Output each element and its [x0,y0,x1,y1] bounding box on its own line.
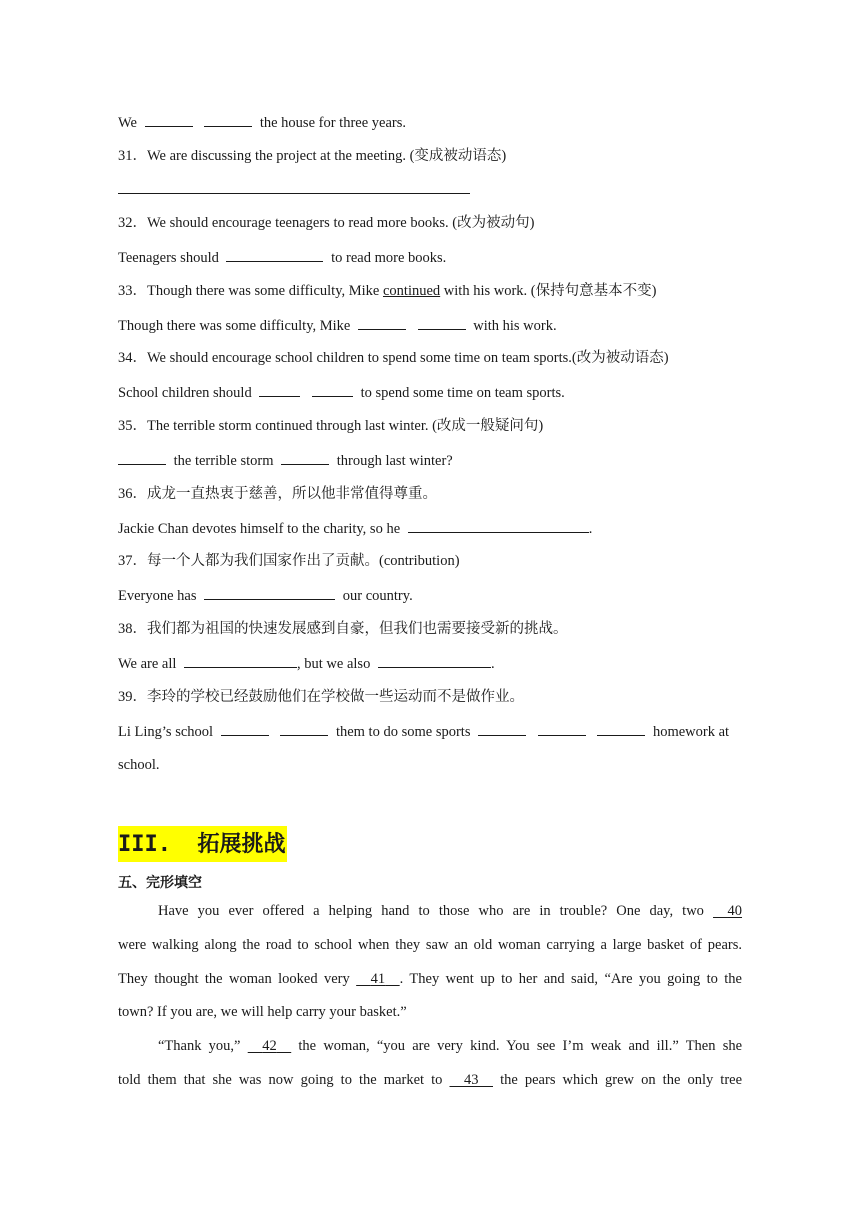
answer-blank[interactable] [378,653,491,668]
answer-blank[interactable] [226,247,323,262]
answer-text: Li Ling’s school [118,724,214,740]
passage-line [158,1036,742,1056]
answer-text: to spend some time on team sports. [360,385,565,401]
passage-text: Have you ever offered a helping hand to those who are in trouble? One day, two [158,903,704,919]
question-36: 36．成龙一直热衷于慈善，所以他非常值得尊重。 [118,486,437,502]
answer-text: the terrible storm [173,453,274,469]
answer-text: with his work. [473,318,557,334]
passage-line [158,901,742,921]
answer-text: Though there was some difficulty, Mike [118,318,351,334]
passage-text: told them that she was now going to the market to [118,1072,443,1088]
passage-line [118,1070,742,1090]
answer-line-34 [118,382,565,403]
answer-blank[interactable] [281,450,329,465]
passage-line: were walking along the road to school when they saw an old woman carrying a large basket of pears. [118,937,742,953]
question-38: 38．我们都为祖国的快速发展感到自豪，但我们也需要接受新的挑战。 [118,621,568,637]
answer-text: . [490,656,495,672]
answer-blank[interactable] [418,315,466,330]
question-text: 33．Though there was some difficulty, Mike [118,283,383,299]
cloze-number: 42 [262,1038,277,1054]
answer-blank[interactable] [358,315,406,330]
question-37: 37．每一个人都为我们国家作出了贡献。(contribution) [118,553,460,569]
question-31: 31．We are discussing the project at the meeting. (变成被动语态) [118,148,507,164]
answer-blank[interactable] [312,382,353,397]
answer-blank[interactable] [204,585,335,600]
answer-text: to read more books. [331,250,447,266]
question-32: 32．We should encourage teenagers to read more books. (改为被动句) [118,215,535,231]
answer-line-32 [118,247,446,268]
passage-text: They thought the woman looked very [118,971,350,987]
answer-blank[interactable] [478,721,526,736]
answer-line-37 [118,585,413,606]
answer-line-39-cont: school. [118,757,160,773]
answer-text: the house for three years. [259,115,406,131]
answer-blank[interactable] [408,518,589,533]
question-39: 39．李玲的学校已经鼓励他们在学校做一些运动而不是做作业。 [118,689,524,705]
passage-text: . They went up to her and said, “Are you going to the [399,971,742,987]
answer-blank[interactable] [204,112,252,127]
answer-line-36 [118,518,592,539]
underlined-word: continued [382,283,441,299]
passage-line: town? If you are, we will help carry your basket.” [118,1004,407,1020]
answer-line-30 [118,112,406,133]
answer-line-35 [118,450,453,471]
passage-line [118,969,742,989]
answer-text: School children should [118,385,252,401]
answer-text: our country. [342,588,413,604]
answer-blank[interactable] [118,450,166,465]
answer-blank[interactable] [538,721,586,736]
answer-text: We [118,115,137,131]
cloze-blank-41[interactable] [356,969,400,989]
cloze-blank-43[interactable] [450,1070,494,1090]
question-33 [118,281,656,301]
answer-line-31[interactable] [118,193,470,194]
answer-blank[interactable] [259,382,300,397]
question-text: with his work. (保持句意基本不变) [440,283,657,299]
answer-text: homework at [652,724,730,740]
section-subtitle: 五、完形填空 [118,875,202,891]
cloze-blank-40[interactable] [713,901,742,921]
cloze-number: 40 [727,903,743,919]
question-35: 35．The terrible storm continued through last winter. (改成一般疑问句) [118,418,544,434]
answer-blank[interactable] [184,653,297,668]
answer-text: Teenagers should [118,250,219,266]
answer-blank[interactable] [280,721,328,736]
answer-text: Everyone has [118,588,197,604]
answer-line-33 [118,315,557,336]
answer-line-38 [118,653,495,674]
answer-text: . [588,521,593,537]
cloze-number: 43 [464,1072,479,1088]
passage-text: “Thank you,” [158,1038,241,1054]
question-34: 34．We should encourage school children to spend some time on team sports.(改为被动语态) [118,350,669,366]
passage-text: the woman, “you are very kind. You see I’m weak and ill.” Then she [298,1038,743,1054]
cloze-blank-42[interactable] [248,1036,292,1056]
section-title: III. 拓展挑战 [118,826,287,862]
answer-text: through last winter? [336,453,453,469]
answer-blank[interactable] [221,721,269,736]
passage-text: the pears which grew on the only tree [500,1072,743,1088]
answer-text: Jackie Chan devotes himself to the charity, so he [118,521,401,537]
answer-blank[interactable] [145,112,193,127]
answer-text: We are all [118,656,177,672]
answer-text: them to do some sports [335,724,471,740]
cloze-number: 41 [370,971,386,987]
answer-line-39 [118,721,742,742]
answer-text: , but we also [297,656,371,672]
answer-blank[interactable] [597,721,645,736]
